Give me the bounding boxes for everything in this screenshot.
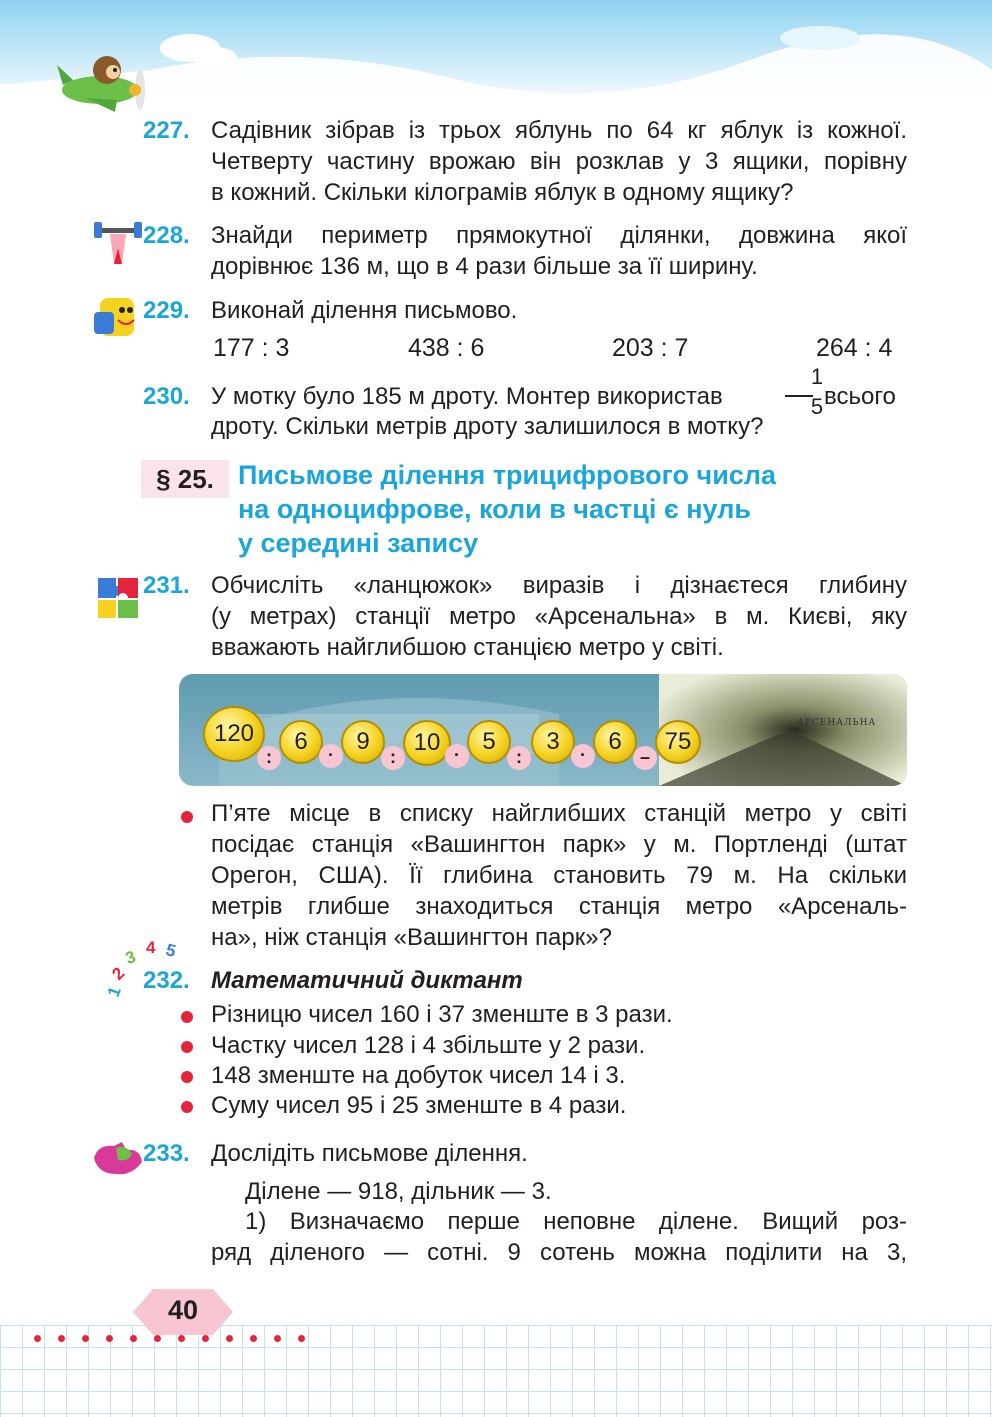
digit-1: 1 [103,984,125,1000]
problem-232-title: Математичний диктант [211,967,523,994]
chain-op-5: : [507,746,531,770]
footer-dot [130,1335,137,1342]
footer-dot [82,1335,89,1342]
problem-227-text [211,115,907,208]
chain-op-3: : [381,746,405,770]
problem-230-line-2: дроту. Скільки метрів дроту залишилося в мотку? [211,413,764,440]
section-title-line-1: Письмове ділення трицифрового числа [238,460,777,490]
problem-230-line-1a: У мотку було 185 м дроту. Монтер використав [211,383,723,410]
footer-dot [202,1335,209,1342]
digit-2: 2 [108,963,129,984]
problem-231-line-1: Обчисліть «ланцюжок» виразів і дізнаєтеся глибину [211,572,907,599]
dumbbell-icon [92,218,144,270]
chain-value-1: 120 [203,706,265,762]
problem-233-line-2: Ділене — 918, дільник — 3. [245,1178,552,1205]
bullet-dot [181,1071,193,1083]
expression-1: 177 : 3 [213,334,290,362]
problem-227-line-1: Садівник зібрав із трьох яблунь по 64 кг яблук із кожної. [211,117,907,144]
section-title-line-3: у середині запису [238,528,479,558]
digit-3: 3 [122,946,139,969]
chain-value-3: 9 [341,720,385,764]
dictation-item-4: Суму чисел 95 і 25 зменште в 4 рази. [211,1092,627,1119]
footer-dot [274,1335,281,1342]
problem-233-line-3: 1) Визначаємо перше неповне ділене. Вищий роз- [245,1208,907,1235]
chain-value-8: 75 [655,720,701,764]
problem-231-bullet-text [211,798,907,953]
station-sign: АРСЕНАЛЬНА [797,718,877,728]
bullet-line-3: Орегон, США). Її глибина становить 79 м. На скільки [211,862,907,889]
chain-op-4: · [445,744,469,768]
footer-dot [226,1335,233,1342]
section-title-line-2: на одноцифрове, коли в частці є нуль [238,494,751,524]
page-number-badge [133,1289,233,1335]
bullet-dot [181,1011,193,1023]
footer-dot [298,1335,305,1342]
dictation-item-2: Частку чисел 128 і 4 збільште у 2 рази. [211,1032,646,1059]
bullet-line-2: посідає станція «Вашингтон парк» у м. Портленді (штат [211,831,907,858]
problem-233-text: Дослідіть письмове ділення. [211,1140,528,1167]
problem-227-line-2: Четверту частину врожаю він розклав у 3 ящики, порівну [211,148,907,175]
chain-value-5: 5 [467,720,511,764]
expression-2: 438 : 6 [408,334,485,362]
problem-227-number: 227. [143,117,190,144]
dictation-item-3: 148 зменште на добуток чисел 14 і 3. [211,1062,626,1089]
problem-229-number: 229. [143,297,190,324]
footer-dot [178,1335,185,1342]
chain-op-2: · [319,744,343,768]
bullet-line-4: метрів глибше знаходиться станція метро «Арсеналь- [211,893,907,920]
problem-233-explanation [211,1206,907,1268]
problem-228-text [211,220,907,282]
bullet-line-1: П’яте місце в списку найглибших станцій метро у світі [211,800,907,827]
footer-dot [34,1335,41,1342]
problem-231-text [211,570,907,663]
problem-228-line-2: дорівнює 136 м, що в 4 рази більше за її ширину. [211,253,758,280]
bullet-dot [181,811,193,823]
problem-231-number: 231. [143,572,190,599]
problem-231-line-2: (у метрах) станції метро «Арсенальна» в м. Києві, яку [211,603,907,630]
chain-value-2: 6 [279,720,323,764]
problem-230-line-1b: всього [824,383,896,410]
footer-dot [250,1335,257,1342]
page-number: 40 [167,1295,199,1325]
bullet-line-5: на», ніж станція «Вашингтон парк»? [211,924,612,951]
footer-dot [58,1335,65,1342]
chain-op-6: · [571,744,595,768]
fraction-denominator: 5 [810,394,824,419]
section-title [238,458,776,560]
fraction-numerator: 1 [810,364,824,389]
chain-op-7: – [633,746,657,770]
chain-value-4: 10 [403,720,451,766]
puzzle-piece-icon [92,1140,144,1178]
footer-dot [154,1335,161,1342]
expression-4: 264 : 4 [816,334,893,362]
metro-chain-image [179,674,907,786]
problem-233-number: 233. [143,1140,190,1167]
dictation-item-1: Різницю чисел 160 і 37 зменште в 3 рази. [211,1001,673,1028]
digit-4: 4 [146,938,156,957]
problem-232-number: 232. [143,967,190,994]
problem-230-number: 230. [143,383,190,410]
footer-dot [106,1335,113,1342]
bullet-dot [181,1041,193,1053]
problem-229-text: Виконай ділення письмово. [211,297,518,324]
problem-233-line-4: ряд діленого — сотні. 9 сотень можна поділити на 3, [211,1239,907,1266]
expression-3: 203 : 7 [612,334,689,362]
airplane-hedgehog-icon [55,40,150,115]
problem-227-line-3: в кожний. Скільки кілограмів яблук в одному ящику? [211,179,794,206]
digit-5: 5 [163,940,178,961]
backpack-icon [92,290,142,340]
chain-value-7: 6 [593,720,637,764]
section-badge: § 25. [141,460,229,498]
problem-228-number: 228. [143,222,190,249]
problem-228-line-1: Знайди периметр прямокутної ділянки, довжина якої [211,222,907,249]
problem-231-line-3: вважають найглибшою станцією метро у світі. [211,634,724,661]
chain-op-1: : [257,746,281,770]
puzzle-icon [94,574,142,622]
bullet-dot [181,1101,193,1113]
chain-value-6: 3 [531,720,575,764]
grid-paper-footer [0,1325,992,1417]
